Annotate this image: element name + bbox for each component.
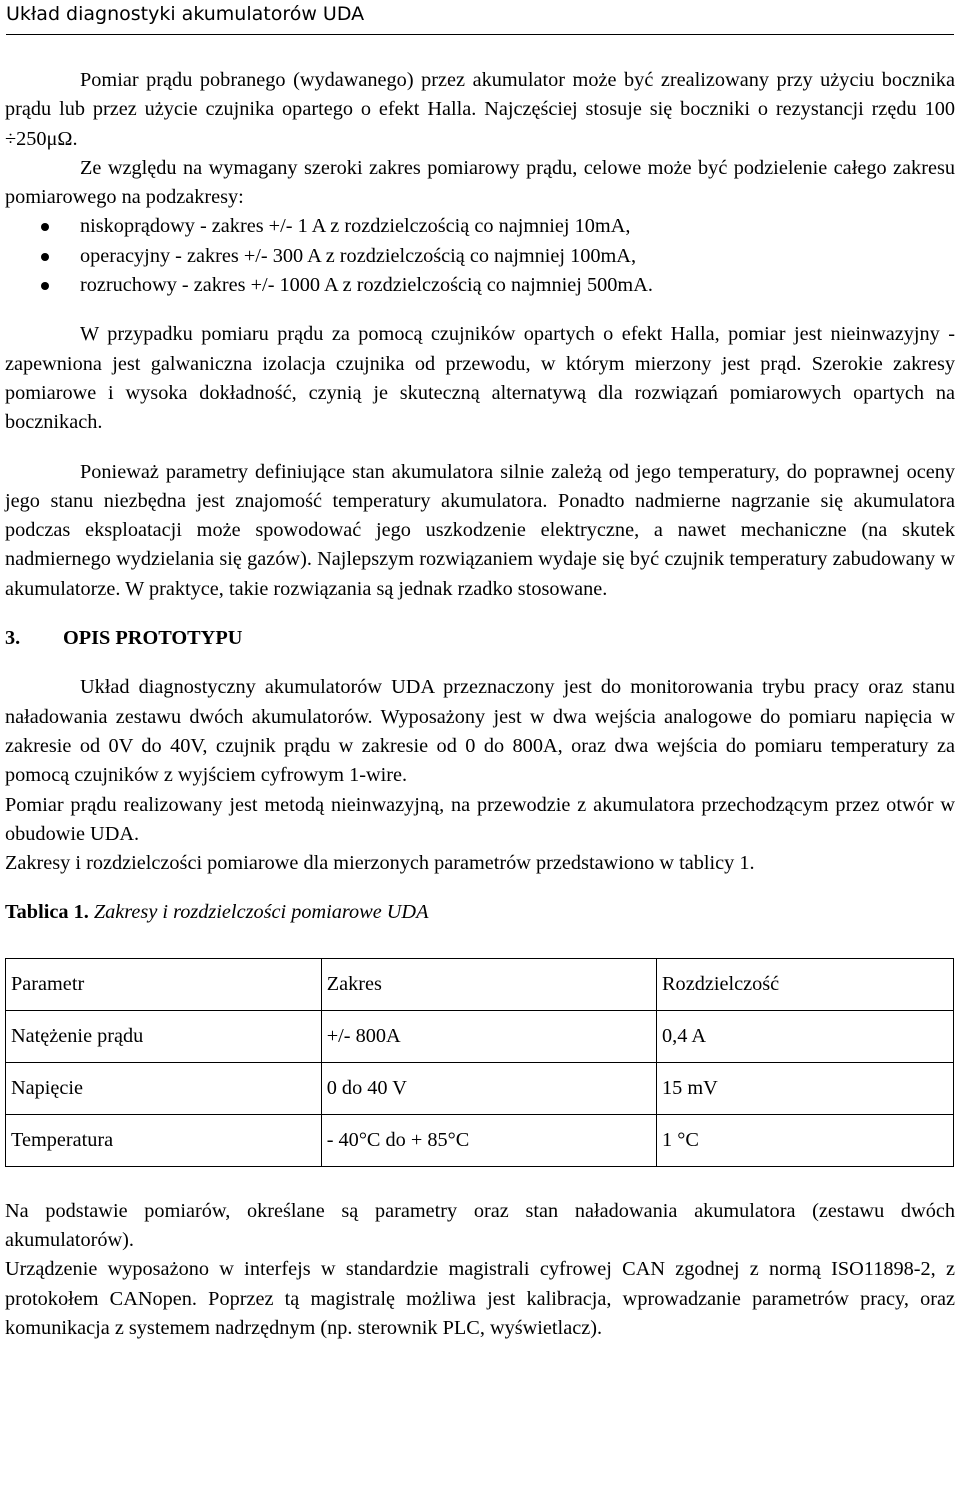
table-caption — [5, 898, 955, 927]
paragraph-ranges-intro: Ze względu na wymagany szeroki zakres pomiarowy prądu, celowe może być podzielenie całego zakresu pomiarowego na podzakresy: — [5, 156, 955, 209]
list-item: niskoprądowy - zakres +/- 1 A z rozdzielczością co najmniej 10mA, — [5, 212, 955, 241]
table-row — [6, 1010, 954, 1062]
paragraph-description: Układ diagnostyczny akumulatorów UDA przeznaczony jest do monitorowania trybu pracy oraz stanu naładowania zestawu dwóch akumulatorów. Wyposażony jest w dwa wejścia analogowe do pomiaru napięcia w zakresie od 0V do 40V, czujnik prądu w zakresie od 0 do 800A, oraz dwa wejścia do pomiaru temperatury za pomocą czujników z wyjściem cyfrowym 1-wire. — [5, 676, 955, 787]
table-cell: Natężenie prądu — [6, 1010, 322, 1062]
paragraph-current-method: Pomiar prądu realizowany jest metodą nieinwazyjną, na przewodzie z akumulatora przechodzącym przez otwór w obudowie UDA. — [5, 793, 955, 845]
paragraph-temperature: Ponieważ parametry definiujące stan akumulatora silnie zależą od jego temperatury, do poprawnej oceny jego stanu niezbędna jest znajomość temperatury akumulatora. Ponadto nadmierne nagrzanie się akumulatora podczas eksploatacji może spowodować jego uszkodzenie elektryczne, a nawet mechaniczne (na skutek nadmiernego wydzielania się gazów). Najlepszym rozwiązaniem wydaje się być czujnik temperatury zabudowany w akumulatorze. W praktyce, takie rozwiązania są jednak rzadko stosowane. — [5, 460, 955, 600]
table-header-cell: Zakres — [321, 958, 656, 1010]
table-caption-label: Tablica 1. — [5, 901, 89, 924]
paragraph-parameters: Na podstawie pomiarów, określane są parametry oraz stan naładowania akumulatora (zestawu dwóch akumulatorów). — [5, 1199, 955, 1252]
table-cell: +/- 800A — [321, 1010, 656, 1062]
paragraph-hall: W przypadku pomiaru prądu za pomocą czujników opartych o efekt Halla, pomiar jest nieinwazyjny - zapewniona jest galwaniczna izolacja czujnika od przewodu, w którym mierzony jest prąd. Szerokie zakresy pomiarowe i wysoka dokładność, czynią je skuteczną alternatywą dla rozwiązań pomiarowych opartych na bocznikach. — [5, 323, 955, 434]
section-number: 3. — [5, 627, 21, 650]
table-header-cell: Parametr — [6, 958, 322, 1010]
table-header-cell: Rozdzielczość — [657, 958, 954, 1010]
list-item: operacyjny - zakres +/- 300 A z rozdzielczością co najmniej 100mA, — [5, 242, 955, 271]
header-title: Układ diagnostyki akumulatorów UDA — [6, 3, 365, 25]
table-cell: Temperatura — [6, 1114, 322, 1166]
table-cell: 1 °C — [657, 1114, 954, 1166]
list-item: rozruchowy - zakres +/- 1000 A z rozdzielczością co najmniej 500mA. — [5, 271, 955, 300]
table-row — [6, 1062, 954, 1114]
section-heading — [5, 624, 955, 653]
ranges-table — [5, 958, 954, 1167]
bullet-icon — [41, 282, 49, 290]
table-cell: 0,4 A — [657, 1010, 954, 1062]
bullet-icon — [41, 223, 49, 231]
bullet-icon — [41, 253, 49, 261]
ranges-list — [5, 212, 955, 300]
page-header — [6, 0, 954, 35]
table-row — [6, 1114, 954, 1166]
table-header-row — [6, 958, 954, 1010]
table-cell: 15 mV — [657, 1062, 954, 1114]
document-body — [5, 66, 955, 1343]
paragraph-can-interface: Urządzenie wyposażono w interfejs w standardzie magistrali cyfrowej CAN zgodnej z normą ISO11898-2, z protokołem CANopen. Poprzez tą magistralę możliwa jest kalibracja, wprowadzanie parametrów pracy, oraz komunikacja z systemem nadrzędnym (np. sterownik PLC, wyświetlacz). — [5, 1258, 955, 1339]
paragraph-table-ref: Zakresy i rozdzielczości pomiarowe dla mierzonych parametrów przedstawiono w tablicy 1. — [5, 852, 755, 875]
table-cell: Napięcie — [6, 1062, 322, 1114]
table-cell: 0 do 40 V — [321, 1062, 656, 1114]
table-cell: - 40°C do + 85°C — [321, 1114, 656, 1166]
table-caption-text: Zakresy i rozdzielczości pomiarowe UDA — [93, 901, 429, 924]
section-title: OPIS PROTOTYPU — [63, 627, 243, 650]
paragraph-shunt: Pomiar prądu pobranego (wydawanego) przez akumulator może być zrealizowany przy użyciu bocznika prądu lub przez użycie czujnika opartego o efekt Halla. Najczęściej stosuje się boczniki o rezystancji rzędu 100 ÷250μΩ. — [5, 69, 955, 150]
